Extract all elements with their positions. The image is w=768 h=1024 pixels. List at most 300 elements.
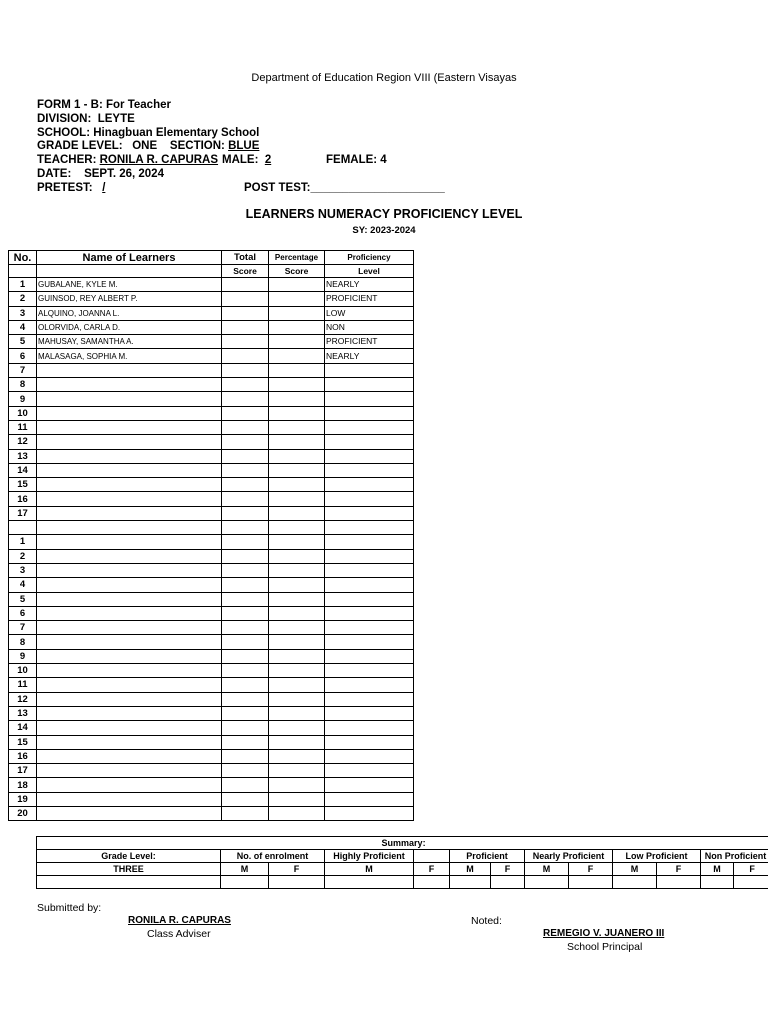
summary-m: M [325,863,414,876]
proficiency-level [325,635,414,649]
male-value: 2 [264,154,272,166]
total-score [222,692,269,706]
percentage-score [269,549,325,563]
row-number: 5 [9,335,37,349]
row-number: 13 [9,706,37,720]
proficiency-level: LOW [325,306,414,320]
col-name-sub [37,265,222,278]
summary-cell [491,876,525,889]
total-score [222,678,269,692]
summary-non-header: Non Proficient [701,850,768,863]
col-percentage-sub: Score [269,265,325,278]
row-number: 17 [9,764,37,778]
teacher-line [37,153,218,167]
table-row [9,635,414,649]
percentage-score [269,792,325,806]
total-score [222,764,269,778]
summary-cell [325,876,414,889]
teacher-label: TEACHER: [37,154,97,166]
learner-name [37,806,222,820]
row-number: 15 [9,735,37,749]
principal-role: School Principal [567,941,643,953]
posttest-line: POST TEST:_____________________ [244,182,445,194]
total-score [222,621,269,635]
summary-cell [657,876,701,889]
learner-name [37,649,222,663]
learner-name [37,392,222,406]
row-number: 6 [9,606,37,620]
male-line [222,153,271,167]
table-row [9,692,414,706]
table-row [9,306,414,320]
total-score [222,278,269,292]
learner-name [37,378,222,392]
summary-f: F [491,863,525,876]
percentage-score [269,692,325,706]
male-label: MALE: [222,154,259,166]
summary-m: M [701,863,734,876]
percentage-score [269,706,325,720]
percentage-score [269,678,325,692]
learner-name [37,721,222,735]
percentage-score [269,664,325,678]
summary-enrolment-header: No. of enrolment [221,850,325,863]
table-row [9,278,414,292]
summary-title: Summary: [37,837,768,850]
total-score [222,492,269,506]
summary-cell [525,876,569,889]
learner-name: GUINSOD, REY ALBERT P. [37,292,222,306]
proficiency-level [325,621,414,635]
total-score [222,406,269,420]
proficiency-level [325,706,414,720]
proficiency-level: PROFICIENT [325,335,414,349]
total-score [222,649,269,663]
learner-name: MAHUSAY, SAMANTHA A. [37,335,222,349]
submitted-by-label: Submitted by: [37,902,102,914]
summary-low-header: Low Proficient [613,850,701,863]
learner-name: ALQUINO, JOANNA L. [37,306,222,320]
total-score [222,463,269,477]
row-number: 10 [9,406,37,420]
learner-name [37,592,222,606]
percentage-score [269,749,325,763]
total-score [222,735,269,749]
summary-grade-label: Grade Level: [37,850,221,863]
row-number: 1 [9,535,37,549]
total-score [222,792,269,806]
proficiency-level [325,692,414,706]
table-row [9,721,414,735]
proficiency-level [325,463,414,477]
learner-name [37,678,222,692]
learner-name [37,463,222,477]
learner-name [37,420,222,434]
row-number: 13 [9,449,37,463]
learner-name: MALASAGA, SOPHIA M. [37,349,222,363]
learner-name [37,692,222,706]
percentage-score [269,306,325,320]
total-score [222,478,269,492]
learner-name [37,535,222,549]
percentage-score [269,578,325,592]
learner-name [37,621,222,635]
proficiency-level: PROFICIENT [325,292,414,306]
proficiency-level [325,535,414,549]
proficiency-level [325,778,414,792]
row-number: 7 [9,363,37,377]
summary-cell [221,876,269,889]
percentage-score [269,278,325,292]
learner-name [37,578,222,592]
percentage-score [269,320,325,334]
proficiency-level [325,749,414,763]
percentage-score [269,764,325,778]
female-count: FEMALE: 4 [326,154,387,166]
total-score [222,563,269,577]
pretest-mark: / [102,182,106,194]
table-row [9,792,414,806]
row-number: 16 [9,492,37,506]
table-row [9,535,414,549]
row-number: 11 [9,678,37,692]
row-number: 12 [9,692,37,706]
percentage-score [269,806,325,820]
table-row [9,406,414,420]
division-label: DIVISION: [37,113,92,125]
proficiency-level [325,678,414,692]
row-number: 15 [9,478,37,492]
percentage-score [269,363,325,377]
summary-cell [701,876,734,889]
row-number: 16 [9,749,37,763]
table-row [9,806,414,820]
total-score [222,335,269,349]
proficiency-level: NEARLY [325,278,414,292]
total-score [222,635,269,649]
percentage-score [269,392,325,406]
row-number: 2 [9,292,37,306]
pretest-label: PRETEST: [37,182,93,194]
proficiency-level [325,420,414,434]
total-score [222,306,269,320]
proficiency-level [325,392,414,406]
total-score [222,592,269,606]
grade-label: GRADE LEVEL: [37,140,123,152]
summary-f: F [269,863,325,876]
total-score [222,606,269,620]
learners-table [8,250,414,821]
total-score [222,749,269,763]
percentage-score [269,535,325,549]
total-score [222,320,269,334]
row-number: 19 [9,792,37,806]
percentage-score [269,335,325,349]
percentage-score [269,606,325,620]
division-value: LEYTE [97,113,135,125]
learner-name: OLORVIDA, CARLA D. [37,320,222,334]
table-row [9,563,414,577]
summary-cell [269,876,325,889]
form-label: FORM 1 - B: For Teacher [37,99,171,111]
col-no-sub [9,265,37,278]
row-number: 4 [9,320,37,334]
row-number: 6 [9,349,37,363]
percentage-score [269,635,325,649]
table-row [9,506,414,520]
summary-m: M [221,863,269,876]
learner-name [37,778,222,792]
table-row [9,749,414,763]
proficiency-level [325,721,414,735]
teacher-value: RONILA R. CAPURAS [99,154,219,166]
learner-name [37,563,222,577]
row-number [9,521,37,535]
table-row [9,420,414,434]
proficiency-level [325,378,414,392]
table-row [9,292,414,306]
row-number: 7 [9,621,37,635]
proficiency-level [325,435,414,449]
summary-blank-header [414,850,450,863]
table-row [9,578,414,592]
proficiency-level [325,764,414,778]
grade-line [37,139,259,153]
summary-proficient-header: Proficient [450,850,525,863]
summary-m: M [450,863,491,876]
table-row [9,649,414,663]
table-row [9,706,414,720]
table-row [9,463,414,477]
percentage-score [269,521,325,535]
table-row [9,664,414,678]
percentage-score [269,406,325,420]
proficiency-level [325,578,414,592]
summary-grade-value: THREE [37,863,221,876]
adviser-name: RONILA R. CAPURAS [128,915,231,926]
document-title: LEARNERS NUMERACY PROFICIENCY LEVEL [245,207,523,221]
learner-name [37,435,222,449]
row-number: 9 [9,649,37,663]
percentage-score [269,435,325,449]
summary-m: M [613,863,657,876]
summary-f: F [569,863,613,876]
noted-label: Noted: [471,915,502,927]
row-number: 20 [9,806,37,820]
summary-cell [734,876,768,889]
summary-m: M [525,863,569,876]
proficiency-level [325,563,414,577]
proficiency-level [325,449,414,463]
summary-cell [569,876,613,889]
learner-name [37,664,222,678]
col-total-sub: Score [222,265,269,278]
total-score [222,378,269,392]
table-row [9,621,414,635]
proficiency-level [325,806,414,820]
table-row [9,449,414,463]
table-row [9,592,414,606]
total-score [222,578,269,592]
percentage-score [269,449,325,463]
learner-name [37,478,222,492]
proficiency-level [325,606,414,620]
percentage-score [269,563,325,577]
table-row [9,349,414,363]
col-level-sub: Level [325,265,414,278]
col-name-header: Name of Learners [37,251,222,265]
summary-f: F [657,863,701,876]
summary-f: F [734,863,768,876]
summary-cell [613,876,657,889]
percentage-score [269,506,325,520]
proficiency-level [325,792,414,806]
col-no-header: No. [9,251,37,265]
division-line [37,112,135,126]
date-line [37,167,164,181]
proficiency-level [325,549,414,563]
table-row [9,378,414,392]
proficiency-level [325,649,414,663]
row-number: 3 [9,563,37,577]
table-row [9,320,414,334]
table-row [9,363,414,377]
summary-table [36,836,768,889]
row-number: 9 [9,392,37,406]
col-total-header: Total [222,251,269,265]
learner-name [37,363,222,377]
learner-name [37,521,222,535]
total-score [222,363,269,377]
grade-value: ONE [132,140,158,152]
percentage-score [269,721,325,735]
row-number: 3 [9,306,37,320]
table-row [9,549,414,563]
row-number: 14 [9,721,37,735]
table-row [9,764,414,778]
learner-name [37,635,222,649]
row-number: 1 [9,278,37,292]
table-row [9,521,414,535]
percentage-score [269,349,325,363]
table-row [9,678,414,692]
percentage-score [269,292,325,306]
percentage-score [269,478,325,492]
learner-name [37,706,222,720]
total-score [222,778,269,792]
row-number: 14 [9,463,37,477]
section-value: BLUE [228,140,260,152]
row-number: 2 [9,549,37,563]
learner-name: GUBALANE, KYLE M. [37,278,222,292]
proficiency-level: NEARLY [325,349,414,363]
learner-name [37,735,222,749]
percentage-score [269,463,325,477]
row-number: 5 [9,592,37,606]
total-score [222,521,269,535]
col-percentage-header: Percentage [269,251,325,265]
total-score [222,420,269,434]
total-score [222,806,269,820]
date-value: SEPT. 26, 2024 [84,168,164,180]
total-score [222,506,269,520]
total-score [222,349,269,363]
row-number: 12 [9,435,37,449]
row-number: 8 [9,378,37,392]
table-row [9,778,414,792]
percentage-score [269,735,325,749]
proficiency-level [325,363,414,377]
summary-highly-header: Highly Proficient [325,850,414,863]
percentage-score [269,378,325,392]
total-score [222,535,269,549]
adviser-role: Class Adviser [147,928,211,940]
percentage-score [269,592,325,606]
learner-name [37,792,222,806]
learner-name [37,406,222,420]
proficiency-level [325,592,414,606]
row-number: 10 [9,664,37,678]
table-row [9,392,414,406]
table-row [9,435,414,449]
total-score [222,292,269,306]
proficiency-level [325,478,414,492]
proficiency-level [325,506,414,520]
learner-name [37,492,222,506]
table-row [9,492,414,506]
total-score [222,449,269,463]
percentage-score [269,420,325,434]
summary-f: F [414,863,450,876]
percentage-score [269,649,325,663]
region-header: Department of Education Region VIII (Eastern Visayas [251,72,517,84]
summary-cell [450,876,491,889]
row-number: 18 [9,778,37,792]
learner-name [37,764,222,778]
summary-cell [37,876,221,889]
summary-cell [414,876,450,889]
row-number: 4 [9,578,37,592]
table-row [9,478,414,492]
proficiency-level [325,521,414,535]
school-line [37,126,259,140]
total-score [222,721,269,735]
school-value: Hinagbuan Elementary School [93,127,260,139]
table-row [9,335,414,349]
row-number: 17 [9,506,37,520]
total-score [222,392,269,406]
percentage-score [269,778,325,792]
total-score [222,664,269,678]
school-label: SCHOOL: [37,127,91,139]
total-score [222,706,269,720]
pretest-line [37,181,105,195]
proficiency-level [325,406,414,420]
summary-nearly-header: Nearly Proficient [525,850,613,863]
col-level-header: Proficiency [325,251,414,265]
learner-name [37,449,222,463]
percentage-score [269,621,325,635]
school-year: SY: 2023-2024 [352,225,416,236]
section-label: SECTION: [169,140,225,152]
row-number: 11 [9,420,37,434]
date-label: DATE: [37,168,72,180]
proficiency-level: NON [325,320,414,334]
principal-name: REMEGIO V. JUANERO III [543,928,665,939]
row-number: 8 [9,635,37,649]
total-score [222,549,269,563]
table-row [9,606,414,620]
